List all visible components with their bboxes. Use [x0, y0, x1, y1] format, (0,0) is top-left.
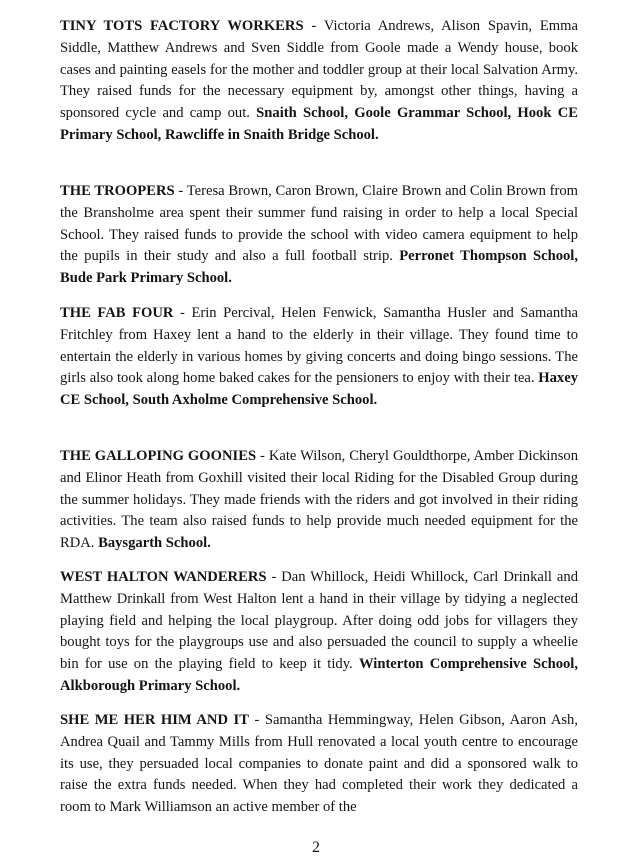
team-name: WEST HALTON WANDERERS	[60, 569, 267, 585]
entry-tiny-tots-factory-workers	[60, 16, 578, 147]
school-list: Perronet Thompson School, Bude Park Primary School.	[60, 248, 578, 287]
page-number: 2	[312, 839, 320, 856]
team-name: THE TROOPERS	[60, 183, 175, 199]
school-list: Baysgarth School.	[98, 535, 211, 552]
team-name: THE FAB FOUR	[60, 305, 174, 321]
team-name: TINY TOTS FACTORY WORKERS	[60, 18, 304, 34]
school-list: Snaith School, Goole Grammar School, Hook CE Primary School, Rawcliffe in Snaith Bridge School.	[60, 105, 578, 143]
entry-body: - Samantha Hemmingway, Helen Gibson, Aaron Ash, Andrea Quail and Tammy Mills from Hull renovated a local youth centre to encourage its use, they persuaded local companies to donate paint and did a sponsored walk to raise the extra funds needed. When they had completed their work they dedicated a room to Mark Williamson an active member of the	[60, 712, 578, 816]
entry-body: - Kate Wilson, Cheryl Gouldthorpe, Amber Dickinson and Elinor Heath from Goxhill visited their local Riding for the Disabled Group during the summer holidays. They made friends with the riders and got involved in their riding activities. The team also raised funds to help provide much needed equipment for the RDA.	[60, 448, 578, 552]
school-list: Haxey CE School, South Axholme Comprehensive School.	[60, 370, 578, 409]
team-name: THE GALLOPING GOONIES	[60, 448, 257, 464]
entry-she-me-her-him-and-it	[60, 710, 578, 819]
entry-body: - Erin Percival, Helen Fenwick, Samantha Husler and Samantha Fritchley from Haxey lent a hand to the elderly in their village. They found time to entertain the elderly in various homes by giving concerts and doing bingo sessions. The girls also took along home baked cakes for the pensioners to enjoy with their tea.	[60, 305, 578, 387]
entry-body: - Dan Whillock, Heidi Whillock, Carl Drinkall and Matthew Drinkall from West Halton lent a hand in their village by tidying a neglected playing field and helping the local playgroup. After doing odd jobs for villagers they bought toys for the playgroups use and also persuaded the council to supply a wheelie bin for use on the playing field to keep it tidy.	[60, 569, 578, 673]
entry-body: - Victoria Andrews, Alison Spavin, Emma Siddle, Matthew Andrews and Sven Siddle from Goole made a Wendy house, book cases and painting easels for the mother and toddler group at their local Salvation Army. They raised funds for the necessary equipment by, amongst other things, having a sponsored cycle and camp out.	[60, 18, 578, 122]
team-name: SHE ME HER HIM AND IT	[60, 712, 249, 728]
entry-body: - Teresa Brown, Caron Brown, Claire Brown and Colin Brown from the Bransholme area spent their summer fund raising in order to help a local Special School. They raised funds to provide the school with video camera equipment to help the pupils in their study and also a full football strip.	[60, 183, 579, 265]
entry-the-fab-four	[60, 303, 578, 412]
entry-west-halton-wanderers	[60, 567, 578, 698]
entry-the-troopers	[60, 181, 578, 290]
school-list: Winterton Comprehensive School, Alkborough Primary School.	[60, 656, 578, 694]
entry-the-galloping-goonies	[60, 446, 578, 555]
